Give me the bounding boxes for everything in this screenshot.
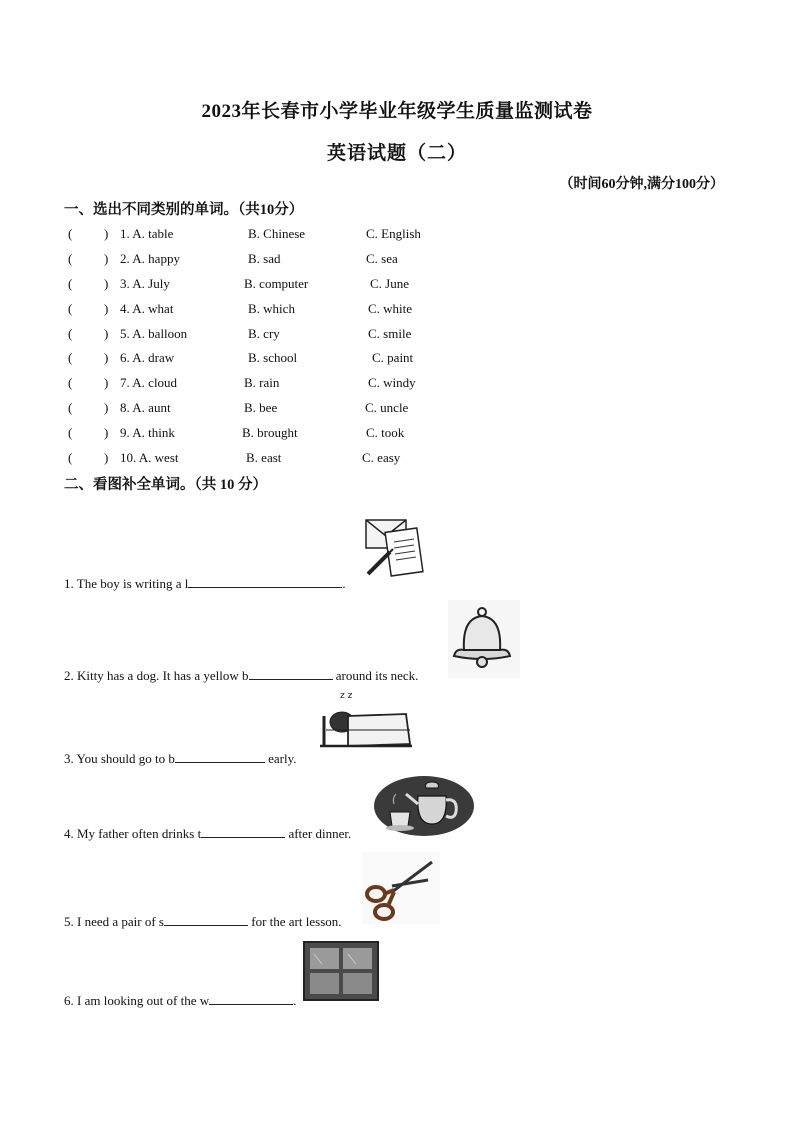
- sentence-part: 1. The boy is writing a l: [64, 576, 189, 591]
- sentence-part: 4. My father often drinks t: [64, 826, 202, 841]
- option-c: C. white: [368, 301, 413, 316]
- sentence-part: around its neck.: [332, 668, 419, 683]
- section-2-heading: 二、看图补全单词。（共 10 分）: [64, 477, 267, 493]
- answer-blank[interactable]: [201, 825, 285, 838]
- svg-text:z z: z z: [340, 691, 353, 701]
- option-a: 2. A. happy: [120, 251, 180, 266]
- fill-item-2: [64, 667, 418, 684]
- answer-paren-open: (: [68, 301, 73, 316]
- answer-blank[interactable]: [164, 913, 248, 926]
- option-c: C. smile: [368, 326, 412, 341]
- option-b: B. sad: [248, 251, 281, 266]
- answer-blank[interactable]: [209, 992, 293, 1005]
- letter-icon: [364, 516, 426, 578]
- option-a: 3. A. July: [120, 276, 170, 291]
- window-icon: [302, 940, 380, 1002]
- answer-paren-open: (: [68, 350, 73, 365]
- sentence-part: for the art lesson.: [248, 914, 342, 929]
- option-c: C. paint: [372, 350, 414, 365]
- option-a: 7. A. cloud: [120, 375, 178, 390]
- option-a: 4. A. what: [120, 301, 174, 316]
- option-b: B. computer: [244, 276, 309, 291]
- option-a: 1. A. table: [120, 226, 174, 241]
- option-c: C. windy: [368, 375, 416, 390]
- option-b: B. cry: [248, 326, 280, 341]
- fill-item-5: [64, 913, 342, 930]
- answer-paren-close: ): [104, 251, 109, 266]
- option-c: C. uncle: [365, 400, 409, 415]
- fill-item-1: [64, 575, 346, 592]
- option-a: 5. A. balloon: [120, 326, 188, 341]
- bell-icon: [448, 600, 520, 678]
- answer-paren-close: ): [104, 350, 109, 365]
- sentence-part: .: [342, 576, 346, 591]
- answer-blank[interactable]: [175, 750, 265, 763]
- fill-item-4: [64, 825, 351, 842]
- option-a: 8. A. aunt: [120, 400, 171, 415]
- answer-paren-close: ): [104, 301, 109, 316]
- bed-icon: [318, 686, 414, 750]
- option-c: C. June: [370, 276, 409, 291]
- option-b: B. east: [246, 450, 282, 465]
- sentence-part: early.: [264, 751, 297, 766]
- sentence-part: 3. You should go to b: [64, 751, 175, 766]
- answer-paren-open: (: [68, 450, 73, 465]
- option-a: 9. A. think: [120, 425, 175, 440]
- option-c: C. sea: [366, 251, 398, 266]
- option-b: B. Chinese: [248, 226, 306, 241]
- answer-paren-close: ): [104, 326, 109, 341]
- answer-paren-open: (: [68, 226, 73, 241]
- sentence-part: 2. Kitty has a dog. It has a yellow b: [64, 668, 249, 683]
- option-b: B. brought: [242, 425, 298, 440]
- answer-paren-close: ): [104, 375, 109, 390]
- exam-subtitle: 英语试题（二）: [326, 143, 467, 164]
- option-a: 10. A. west: [120, 450, 179, 465]
- answer-blank[interactable]: [249, 667, 333, 680]
- answer-paren-close: ): [104, 450, 109, 465]
- option-b: B. school: [248, 350, 298, 365]
- option-a: 6. A. draw: [120, 350, 175, 365]
- teapot-icon: [372, 772, 476, 840]
- option-c: C. English: [366, 226, 421, 241]
- answer-paren-close: ): [104, 276, 109, 291]
- sentence-part: 5. I need a pair of s: [64, 914, 164, 929]
- answer-paren-open: (: [68, 375, 73, 390]
- sentence-part: .: [293, 993, 297, 1008]
- option-c: C. took: [366, 425, 405, 440]
- time-note: （时间60分钟,满分100分）: [559, 177, 724, 192]
- option-b: B. bee: [244, 400, 278, 415]
- sentence-part: 6. I am looking out of the w: [64, 993, 210, 1008]
- answer-paren-open: (: [68, 276, 73, 291]
- fill-item-6: [64, 992, 296, 1009]
- answer-paren-open: (: [68, 425, 73, 440]
- option-b: B. which: [248, 301, 295, 316]
- answer-paren-open: (: [68, 251, 73, 266]
- section-1-heading: 一、选出不同类别的单词。（共10分）: [64, 202, 304, 218]
- answer-paren-close: ): [104, 226, 109, 241]
- answer-paren-open: (: [68, 326, 73, 341]
- answer-paren-close: ): [104, 425, 109, 440]
- answer-paren-open: (: [68, 400, 73, 415]
- answer-paren-close: ): [104, 400, 109, 415]
- exam-title: 2023年长春市小学毕业年级学生质量监测试卷: [201, 101, 593, 122]
- sentence-part: after dinner.: [285, 826, 352, 841]
- option-b: B. rain: [244, 375, 280, 390]
- answer-blank[interactable]: [188, 575, 342, 588]
- fill-item-3: [64, 750, 297, 767]
- option-c: C. easy: [362, 450, 401, 465]
- scissors-icon: [362, 852, 440, 924]
